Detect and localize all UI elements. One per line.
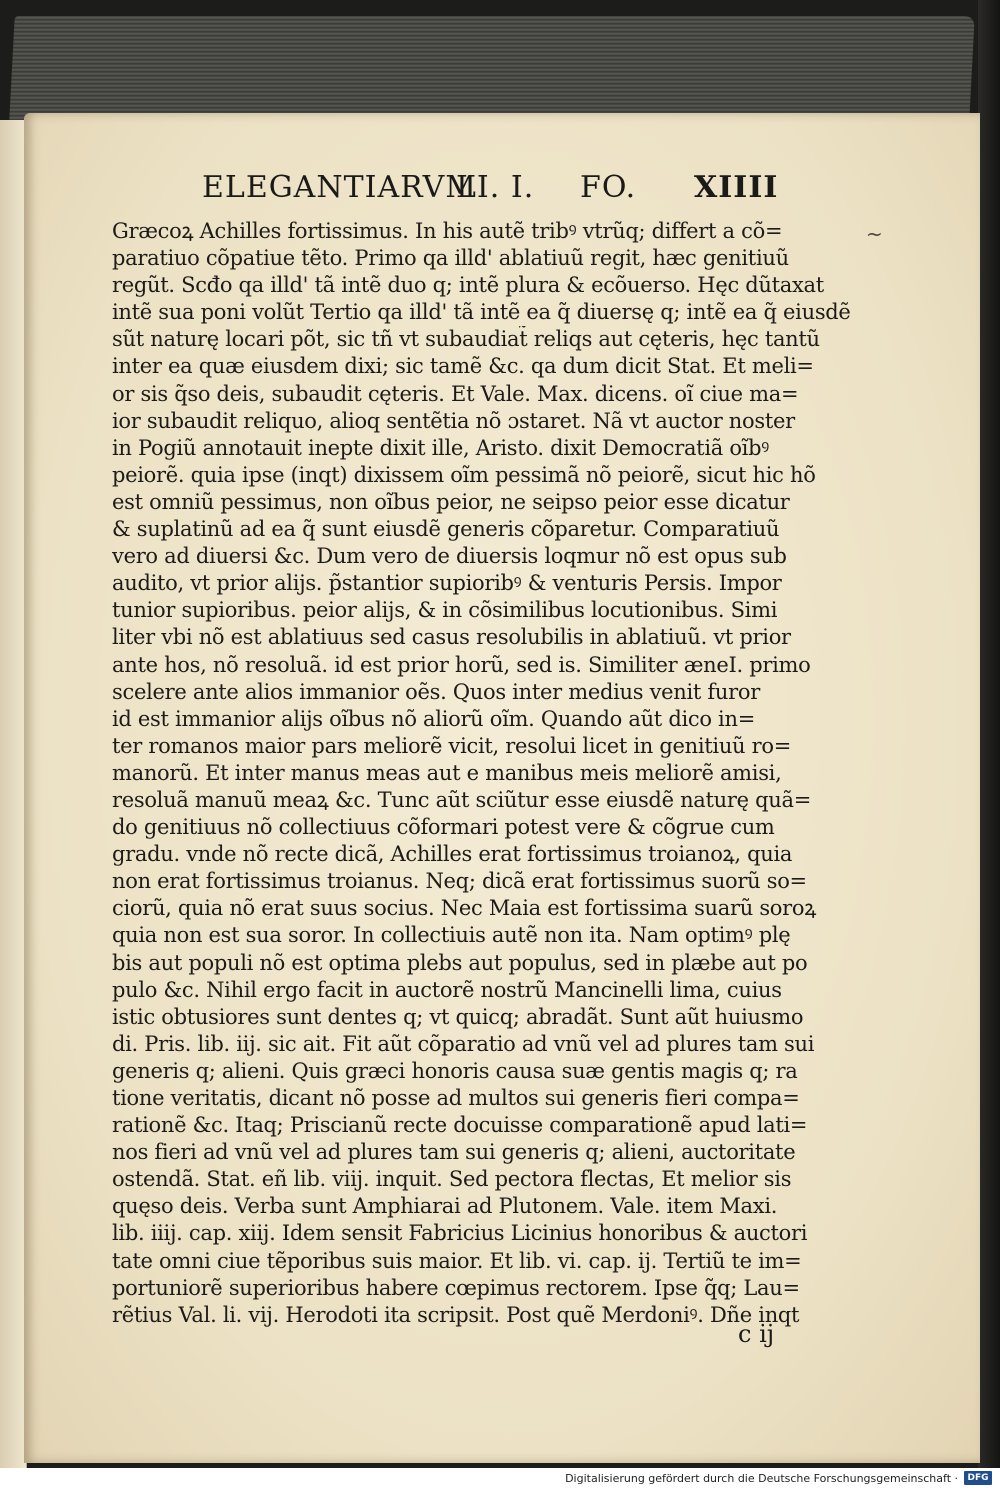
text-line: pulo &c. Nihil ergo facit in auctorẽ nostrũ Mancinelli lima, cuius: [112, 977, 782, 1002]
text-line: ter romanos maior pars meliorẽ vicit, resolui licet in genitiuũ ro=: [112, 733, 792, 758]
text-line: generis q; alieni. Quis græci honoris causa suæ gentis magis q; ra: [112, 1058, 798, 1083]
text-line: in Pogiũ annotauit inepte dixit ille, Aristo. dixit Democratiã oĩbꝰ: [112, 435, 769, 460]
text-line: gradu. vnde nõ recte dicã, Achilles erat fortissimus troianoꝝ, quia: [112, 842, 793, 867]
text-line: or sis q̃so deis, subaudit cęteris. Et Vale. Max. dicens. oĩ ciue ma=: [112, 381, 799, 406]
running-head-fo: FO.: [580, 170, 637, 205]
signature-mark: c ij: [738, 1320, 775, 1348]
footer-credit: Digitalisierung gefördert durch die Deutsche Forschungsgemeinschaft ·: [565, 1472, 958, 1485]
book-cover-edge: [978, 0, 1000, 1468]
text-line: tione veritatis, dicant nõ posse ad multos sui generis fieri compa=: [112, 1086, 800, 1110]
text-line: inter ea quæ eiusdem dixi; sic tamẽ &c. qa dum dicit Stat. Et meli=: [112, 354, 814, 379]
text-line: ostendã. Stat. eñ lib. viij. inquit. Sed pectora flectas, Et melior sis: [112, 1167, 792, 1192]
margin-mark: ~: [866, 222, 883, 246]
text-line: ante hos, nõ resoluã. id est prior horũ, sed is. Similiter æneI. primo: [112, 652, 811, 677]
text-line: regũt. Scđo qa illd' tã intẽ duo q; intẽ plura & ecõuerso. Hęc dũtaxat: [112, 273, 824, 298]
left-page-edge: [0, 120, 27, 1468]
text-line: vero ad diuersi &c. Dum vero de diuersis loqmur nõ est opus sub: [112, 544, 787, 569]
text-line: quia non est sua soror. In collectiuis autẽ non ita. Nam optimꝰ plę: [112, 923, 791, 948]
text-line: scelere ante alios immanior oẽs. Quos inter medius venit furor: [112, 679, 760, 704]
text-line: est omniũ pessimus, non oĩbus peior, ne seipso peior esse dicatur: [112, 489, 790, 514]
text-line: intẽ sua poni volũt Tertio qa illd' tã intẽ ea q̃ diuersę q; intẽ ea q̃ eiusdẽ: [112, 300, 851, 325]
text-line: do genitiuus nõ collectiuus cõformari potest vere & cõgrue cum: [112, 815, 775, 840]
running-head-book: LI. I.: [456, 170, 535, 205]
text-line: manorũ. Et inter manus meas aut e manibus meis meliorẽ amisi,: [112, 760, 782, 785]
digitization-footer: [0, 1468, 1000, 1490]
text-line: peiorẽ. quia ipse (inqt) dixissem oĩm pessimã nõ peiorẽ, sicut hic hõ: [112, 462, 816, 487]
text-line: rationẽ &c. Itaq; Priscianũ recte docuisse comparationẽ apud lati=: [112, 1113, 808, 1138]
text-line: & suplatinũ ad ea q̃ sunt eiusdẽ generis cõparetur. Comparatiuũ: [112, 517, 780, 542]
text-line: ciorũ, quia nõ erat suus socius. Nec Maia est fortissima suarũ soroꝝ: [112, 896, 817, 921]
running-head-title: ELEGANTIARVM: [202, 170, 478, 205]
text-line: audito, vt prior alijs. p̃stantior supioribꝰ & venturis Persis. Impor: [112, 571, 782, 596]
text-line: Græcoꝝ Achilles fortissimus. In his autẽ tribꝰ vtrũq; differt a cõ=: [112, 219, 783, 243]
text-line: tunior supioribus. peior alijs, & in cõsimilibus locutionibus. Simi: [112, 598, 778, 623]
dfg-logo: DFG: [964, 1471, 992, 1485]
text-line: rẽtius Val. li. vij. Herodoti ita scripsit. Post quẽ Merdoniꝰ. Dñe inqt: [112, 1302, 800, 1327]
text-line: non erat fortissimus troianus. Neq; dicã erat fortissimus suorũ so=: [112, 869, 807, 894]
text-line: liter vbi nõ est ablatiuus sed casus resolubilis in ablatiuũ. vt prior: [112, 625, 791, 650]
text-line: nos fieri ad vnũ vel ad plures tam sui generis q; alieni, auctoritate: [112, 1140, 796, 1165]
text-line: di. Pris. lib. iij. sic ait. Fit aũt cõparatio ad vnũ vel ad plures tam sui: [112, 1031, 815, 1056]
folio-number: XIIII: [694, 170, 779, 205]
text-line: lib. iiij. cap. xiij. Idem sensit Fabricius Licinius honoribus & auctori: [112, 1221, 808, 1246]
text-line: sũt naturę locari põt, sic tñ vt subaudiat̃ reliqs aut cęteris, hęc tantũ: [112, 327, 820, 352]
text-line: resoluã manuũ meaꝝ &c. Tunc aũt sciũtur esse eiusdẽ naturę quã=: [112, 787, 812, 812]
text-line: paratiuo cõpatiue tẽto. Primo qa illd' ablatiuũ regit, hæc genitiuũ: [112, 246, 789, 271]
text-line: tate omni ciue tẽporibus suis maior. Et lib. vi. cap. ij. Tertiũ te im=: [112, 1248, 802, 1273]
text-line: bis aut populi nõ est optima plebs aut populus, sed in plæbe aut po: [112, 950, 808, 975]
text-line: id est immanior alijs oĩbus nõ aliorũ oĩm. Quando aũt dico in=: [112, 706, 755, 731]
book-page-edges: [9, 16, 974, 120]
text-line: quęso deis. Verba sunt Amphiarai ad Plutonem. Vale. item Maxi.: [112, 1194, 778, 1219]
text-line: istic obtusiores sunt dentes q; vt quicq; abradãt. Sunt aũt huiusmo: [112, 1004, 804, 1029]
body-text: [112, 218, 852, 1329]
text-line: ior subaudit reliquo, alioq sentẽtia nõ ɔstaret. Nã vt auctor noster: [112, 408, 795, 433]
text-line: portuniorẽ superioribus habere cœpimus rectorem. Ipse q̃q; Lau=: [112, 1275, 800, 1300]
